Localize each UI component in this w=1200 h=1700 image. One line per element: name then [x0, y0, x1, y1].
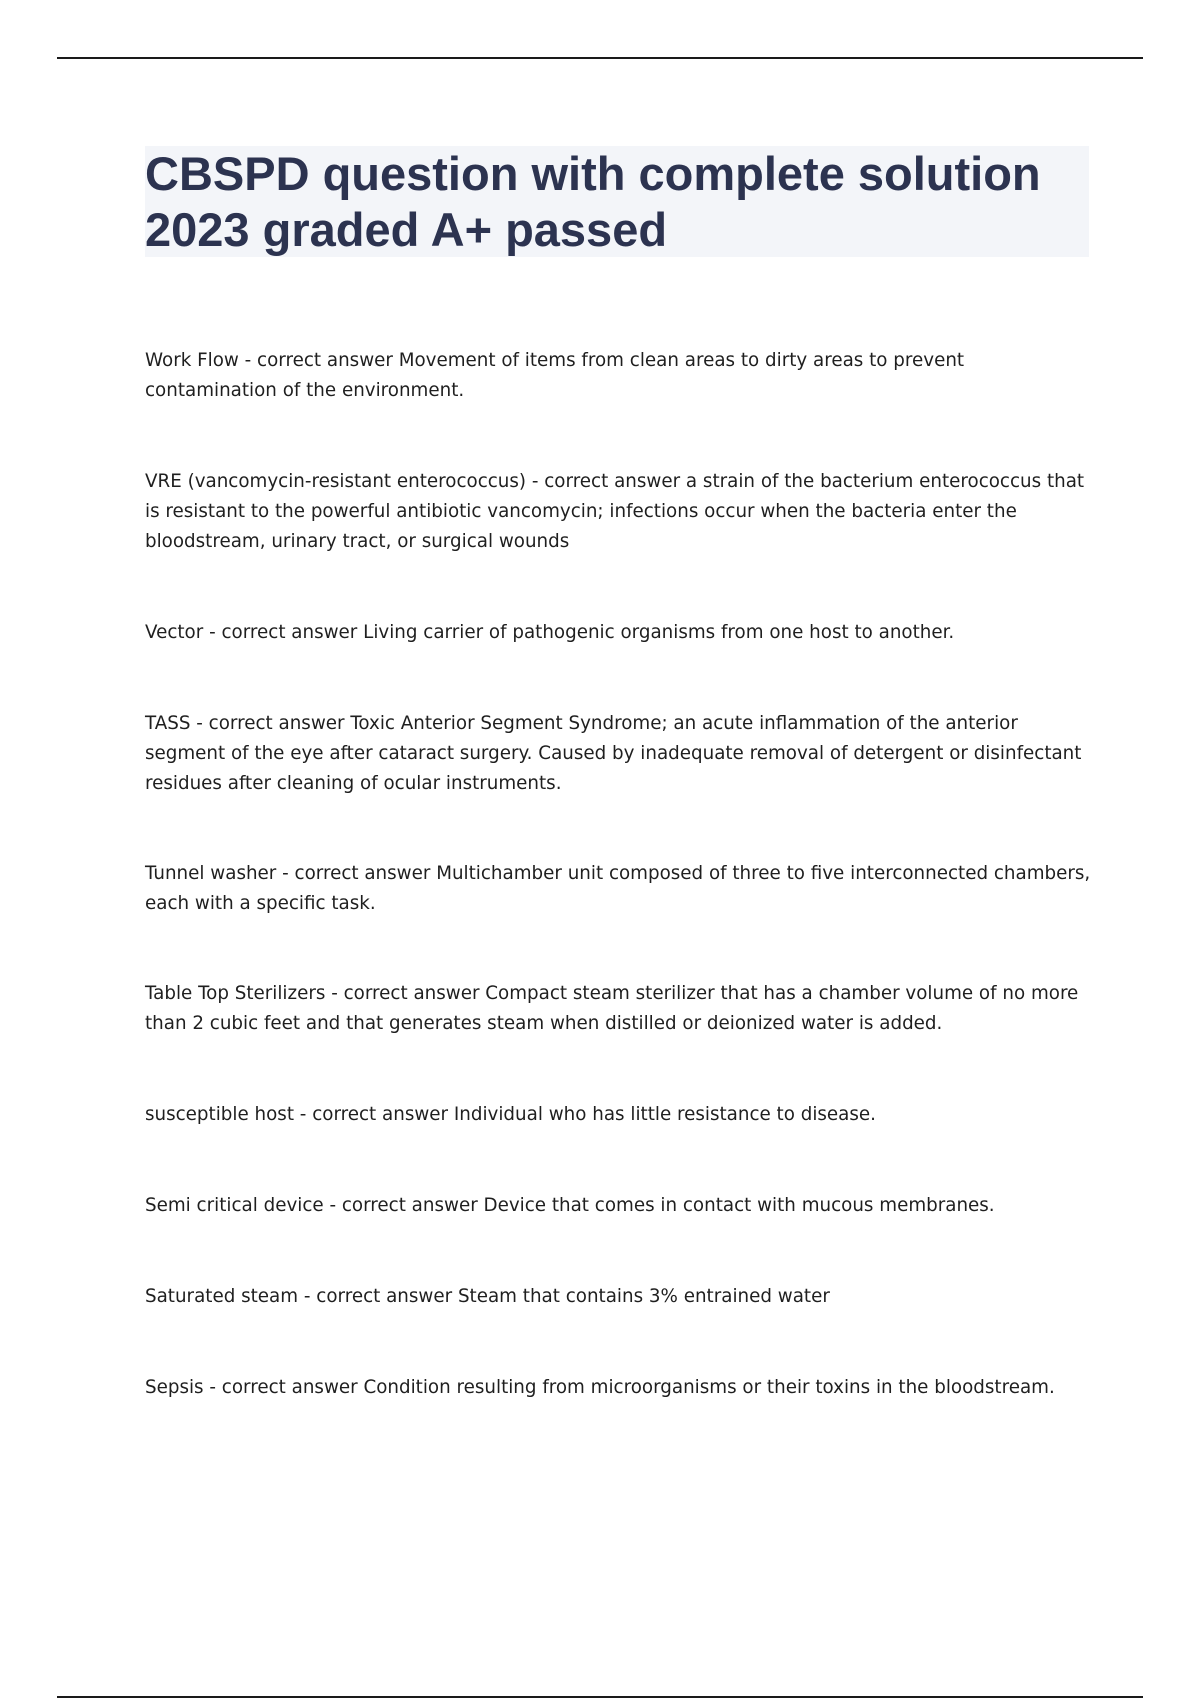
entry-saturated-steam: Saturated steam - correct answer Steam that contains 3% entrained water	[145, 1286, 830, 1307]
title-block	[145, 146, 1089, 257]
entry-semi-critical-device: Semi critical device - correct answer Device that comes in contact with mucous membranes.	[145, 1195, 995, 1216]
entry-vector: Vector - correct answer Living carrier of pathogenic organisms from one host to another.	[145, 622, 955, 643]
top-divider	[57, 57, 1143, 59]
entry-work-flow: Work Flow - correct answer Movement of items from clean areas to dirty areas to prevent contamination of the environment.	[145, 350, 965, 401]
entry-susceptible-host: susceptible host - correct answer Individual who has little resistance to disease.	[145, 1104, 876, 1125]
bottom-divider	[57, 1696, 1143, 1698]
entry-vre: VRE (vancomycin-resistant enterococcus) - correct answer a strain of the bacterium enterococcus that is resistant to the powerful antibiotic vancomycin; infections occur when the bacteria enter the bloodstream, urinary tract, or surgical wounds	[145, 471, 1085, 552]
entry-tass: TASS - correct answer Toxic Anterior Segment Syndrome; an acute inflammation of the anterior segment of the eye after cataract surgery. Caused by inadequate removal of detergent or disinfectant residues after cleaning of ocular instruments.	[145, 713, 1082, 794]
entry-table-top-sterilizers: Table Top Sterilizers - correct answer Compact steam sterilizer that has a chamber volume of no more than 2 cubic feet and that generates steam when distilled or deionized water is added.	[145, 983, 1079, 1034]
entry-tunnel-washer: Tunnel washer - correct answer Multichamber unit composed of three to five interconnected chambers, each with a specific task.	[145, 863, 1091, 914]
entry-sepsis: Sepsis - correct answer Condition resulting from microorganisms or their toxins in the bloodstream.	[145, 1377, 1055, 1398]
page-title: CBSPD question with complete solution 2023 graded A+ passed	[145, 147, 1041, 256]
